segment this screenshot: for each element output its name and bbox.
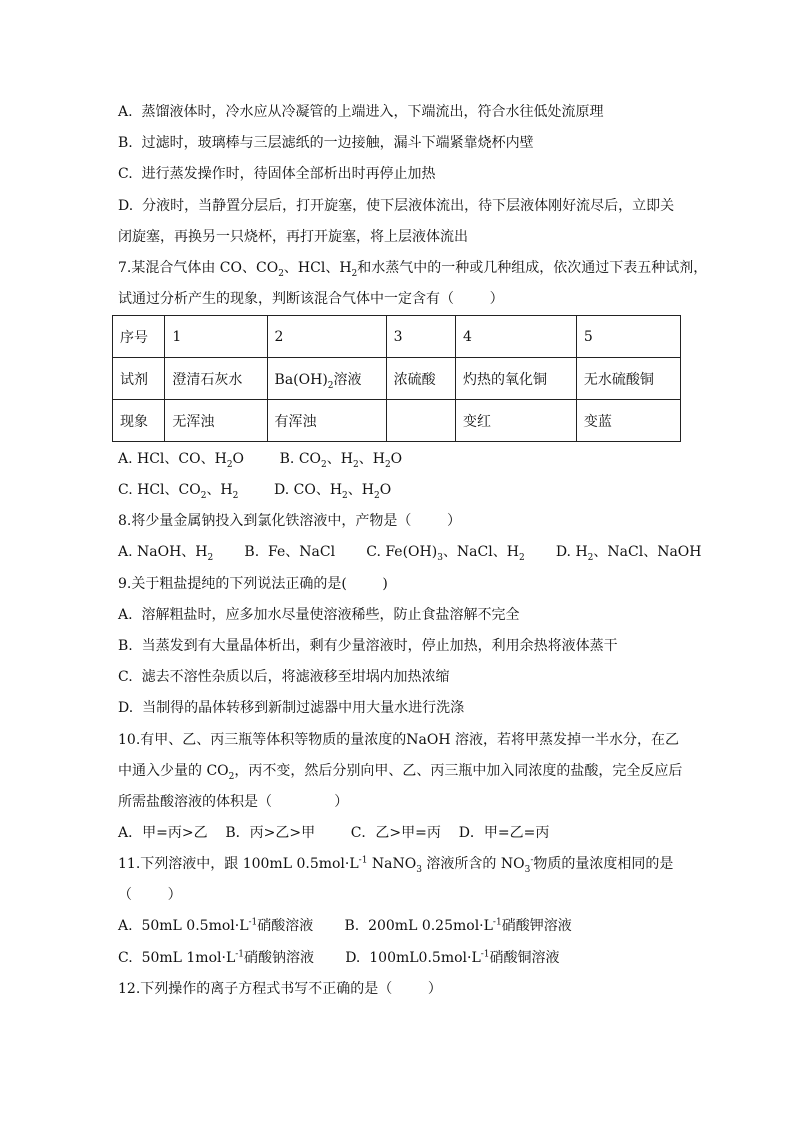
table-cell: 序号 (113, 316, 165, 358)
q10-options: A．甲=丙>乙 B．丙>乙>甲 C．乙>甲=丙 D．甲=乙=丙 (118, 825, 550, 841)
table-cell: 2 (267, 316, 386, 358)
table-row (113, 400, 681, 442)
table-cell: 4 (455, 316, 576, 358)
table-cell: 3 (386, 316, 455, 358)
table-row (113, 316, 681, 358)
q10-stem-line3: 所需盐酸溶液的体积是（ ） (118, 794, 349, 810)
q6-option-b: B. 过滤时，玻璃棒与三层滤纸的一边接触，漏斗下端紧靠烧杯内壁 (118, 135, 534, 151)
q11-stem-line2: （ ） (118, 887, 182, 903)
table-cell: 无水硫酸铜 (576, 358, 680, 400)
q6-option-a: A. 蒸馏液体时，冷水应从冷凝管的上端进入，下端流出，符合水往低处流原理 (118, 104, 604, 120)
q11-stem-line1: 11.下列溶液中，跟 100mL $0.5mol\cdot L^{-1}$ NaNO$_3$ 溶液所含的 $NO_3^-$物质的量浓度相同的是 (118, 855, 674, 875)
q9-option-a: A. 溶解粗盐时，应多加水尽量使溶液稀些，防止食盐溶解不完全 (118, 607, 520, 623)
table-cell: 灼热的氧化铜 (455, 358, 576, 400)
table-cell (386, 400, 455, 442)
table-cell: 澄清石灰水 (165, 358, 267, 400)
q9-option-b: B. 当蒸发到有大量晶体析出，剩有少量溶液时，停止加热，利用余热将液体蒸干 (118, 638, 618, 654)
q7-options-cd: C. HCl、$CO_2$、$H_2$ D. CO、$H_2$、$H_2O$ (118, 482, 392, 501)
q7-stem-line2: 试通过分析产生的现象，判断该混合气体中一定含有（ ） (118, 291, 504, 307)
q6-option-d-line1: D. 分液时，当静置分层后，打开旋塞，使下层液体流出，待下层液体刚好流尽后，立即关 (118, 198, 675, 214)
q9-stem: 9.关于粗盐提纯的下列说法正确的是( ) (118, 576, 388, 592)
table-cell: 试剂 (113, 358, 165, 400)
q12-stem: 12.下列操作的离子方程式书写不正确的是（ ） (118, 981, 442, 997)
q8-stem: 8.将少量金属钠投入到氯化铁溶液中，产物是（ ） (118, 513, 461, 529)
table-cell: 1 (165, 316, 267, 358)
q9-option-d: D. 当制得的晶体转移到新制过滤器中用大量水进行洗涤 (118, 700, 465, 716)
table-cell: 变蓝 (576, 400, 680, 442)
table-cell: 无浑浊 (165, 400, 267, 442)
table-cell: 浓硫酸 (386, 358, 455, 400)
table-cell: $Ba(OH)_2$溶液 (267, 358, 386, 400)
table-cell: 现象 (113, 400, 165, 442)
q7-options-ab: A. HCl、CO、$H_2O$ B. $CO_2$、$H_2$、$H_2O$ (118, 451, 403, 470)
q11-options-ab: A. 50mL $0.5mol\cdot L^{-1}$硝酸溶液 B. 200mL $0.25mol\cdot L^{-1}$硝酸钾溶液 (118, 917, 572, 934)
q8-options: A. NaOH、$H_2$ B. Fe、NaCl C. $Fe(OH)_3$、NaCl、$H_2$ D. $H_2$、NaCl、NaOH (118, 544, 702, 563)
q6-option-c: C. 进行蒸发操作时，待固体全部析出时再停止加热 (118, 166, 436, 182)
table-cell: 有浑浊 (267, 400, 386, 442)
q7-stem-line1: 7.某混合气体由 CO、$CO_2$、HCl、$H_2$和水蒸气中的一种或几种组成，依次通过下表五种试剂， (118, 260, 708, 279)
q7-reagent-table (112, 315, 681, 442)
q10-stem-line1: 10.有甲、乙、丙三瓶等体积等物质的量浓度的NaOH 溶液，若将甲蒸发掉一半水分，在乙 (118, 732, 679, 748)
q11-options-cd: C. 50mL $1mol\cdot L^{-1}$硝酸钠溶液 D. $100mL0.5mol\cdot L^{-1}$硝酸铜溶液 (118, 949, 560, 966)
q9-option-c: C. 滤去不溶性杂质以后，将滤液移至坩埚内加热浓缩 (118, 669, 450, 685)
q6-option-d-line2: 闭旋塞，再换另一只烧杯，再打开旋塞，将上层液体流出 (118, 229, 468, 245)
q10-stem-line2: 中通入少量的 $CO_2$，丙不变，然后分别向甲、乙、丙三瓶中加入同浓度的盐酸，完全反应后 (118, 763, 683, 782)
table-cell: 变红 (455, 400, 576, 442)
table-row (113, 358, 681, 400)
table-cell: 5 (576, 316, 680, 358)
